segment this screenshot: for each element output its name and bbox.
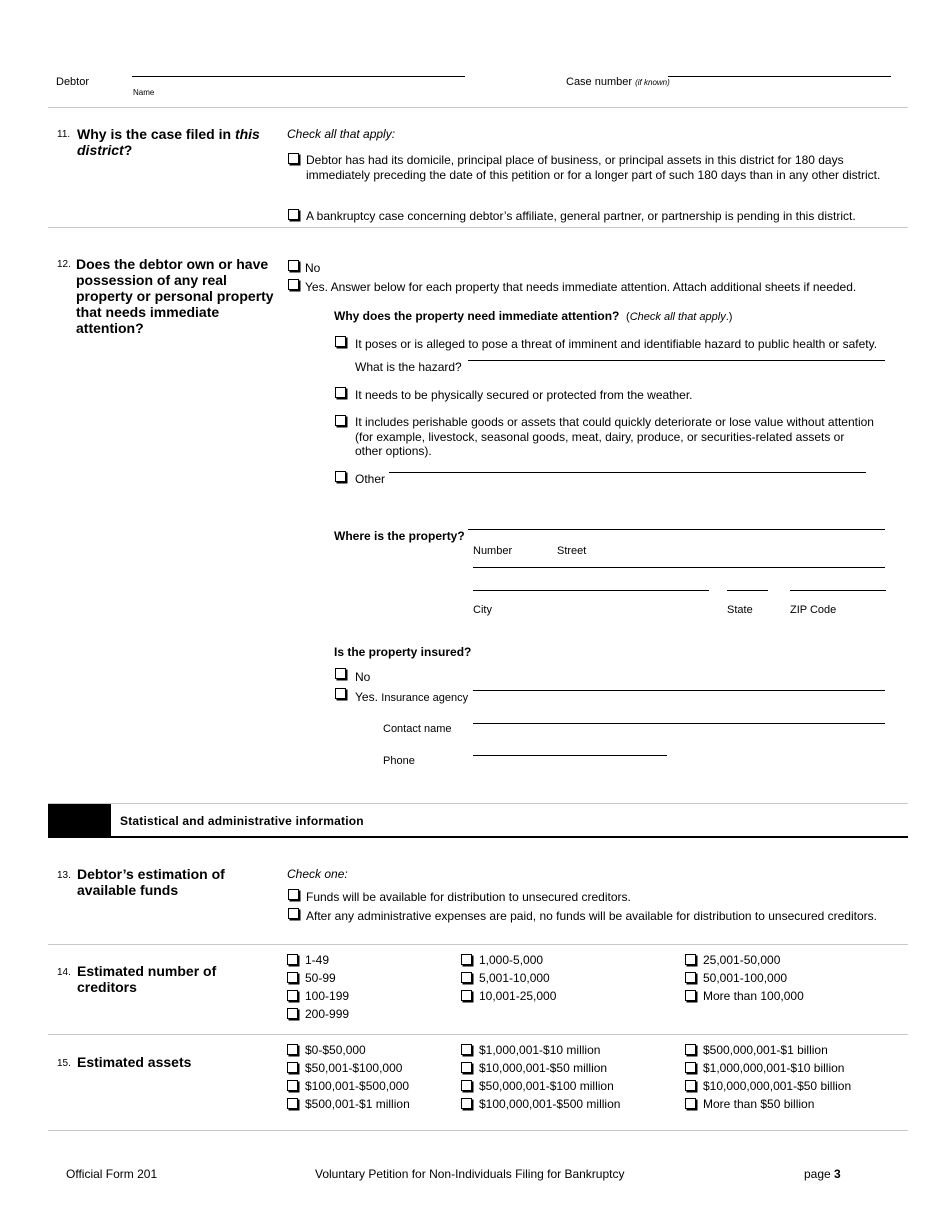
other-field[interactable] bbox=[389, 472, 866, 473]
name-label: Name bbox=[133, 88, 155, 97]
option-text: $1,000,001-$10 million bbox=[479, 1043, 601, 1057]
option-row[interactable] bbox=[461, 1041, 620, 1059]
divider bbox=[48, 1034, 908, 1035]
option-row[interactable] bbox=[461, 987, 556, 1005]
option-text: Funds will be available for distribution to unsecured creditors. bbox=[306, 890, 631, 904]
option-text: 1,000-5,000 bbox=[479, 953, 544, 967]
instruction: Check one: bbox=[287, 867, 348, 881]
option-text: 10,001-25,000 bbox=[479, 989, 557, 1003]
state-field[interactable] bbox=[727, 590, 768, 591]
footer-form-title: Voluntary Petition for Non-Individuals Filing for Bankruptcy bbox=[315, 1167, 625, 1181]
checkbox[interactable] bbox=[287, 1062, 298, 1073]
divider bbox=[48, 944, 908, 945]
option-row[interactable] bbox=[685, 1059, 851, 1077]
checkbox[interactable] bbox=[461, 1062, 472, 1073]
option-text: $100,001-$500,000 bbox=[305, 1079, 410, 1093]
number-label: Number bbox=[473, 545, 513, 557]
checkbox[interactable] bbox=[287, 1098, 298, 1109]
question-title: Debtor’s estimation of available funds bbox=[77, 866, 225, 898]
case-number-field[interactable] bbox=[668, 76, 891, 77]
option-text: After any administrative expenses are paid, no funds will be available for distribution to unsecured creditors. bbox=[306, 909, 877, 923]
divider bbox=[48, 1130, 908, 1131]
option-text: $100,000,001-$500 million bbox=[479, 1097, 621, 1111]
zip-field[interactable] bbox=[790, 590, 886, 591]
phone-field[interactable] bbox=[473, 755, 667, 756]
option-text: 50-99 bbox=[305, 971, 336, 985]
option-text: 25,001-50,000 bbox=[703, 953, 781, 967]
checkbox[interactable] bbox=[461, 1080, 472, 1091]
creditors-col-2 bbox=[461, 951, 556, 1005]
option-row[interactable] bbox=[461, 1077, 620, 1095]
why-question: Why does the property need immediate attention? (Check all that apply.) bbox=[334, 309, 733, 323]
case-number-label: Case number (if known) bbox=[566, 76, 670, 88]
option-text: $10,000,001-$50 million bbox=[479, 1061, 608, 1075]
checkbox[interactable] bbox=[335, 471, 346, 482]
checkbox[interactable] bbox=[461, 990, 472, 1001]
divider bbox=[48, 227, 908, 228]
checkbox[interactable] bbox=[335, 688, 346, 699]
checkbox[interactable] bbox=[685, 1098, 696, 1109]
checkbox[interactable] bbox=[335, 336, 346, 347]
city-label: City bbox=[473, 604, 492, 616]
option-text: $0-$50,000 bbox=[305, 1043, 366, 1057]
checkbox[interactable] bbox=[287, 1080, 298, 1091]
checkbox[interactable] bbox=[685, 990, 696, 1001]
option-row[interactable] bbox=[287, 1041, 410, 1059]
option-row[interactable] bbox=[287, 969, 349, 987]
where-title: Where is the property? bbox=[334, 529, 465, 543]
option-row[interactable] bbox=[287, 951, 349, 969]
checkbox[interactable] bbox=[287, 954, 298, 965]
section-title: Statistical and administrative information bbox=[120, 814, 364, 828]
no-label: No bbox=[305, 261, 321, 275]
checkbox[interactable] bbox=[287, 972, 298, 983]
question-number: 15. bbox=[57, 1058, 71, 1069]
option-text: 200-999 bbox=[305, 1007, 350, 1021]
question-number: 13. bbox=[57, 870, 71, 881]
option-text: 1-49 bbox=[305, 953, 330, 967]
hazard-field[interactable] bbox=[468, 360, 885, 361]
question-title: Estimated number of creditors bbox=[77, 963, 217, 995]
checkbox[interactable] bbox=[288, 279, 299, 290]
option-text: $50,000,001-$100 million bbox=[479, 1079, 614, 1093]
street-line-2[interactable] bbox=[473, 567, 885, 568]
option-row[interactable] bbox=[685, 1041, 851, 1059]
option-text: $500,001-$1 million bbox=[305, 1097, 410, 1111]
option-text: $500,000,001-$1 billion bbox=[703, 1043, 828, 1057]
option-text: More than 100,000 bbox=[703, 989, 804, 1003]
option-text: More than $50 billion bbox=[703, 1097, 815, 1111]
option-row[interactable] bbox=[287, 1005, 349, 1023]
option-row[interactable] bbox=[461, 1059, 620, 1077]
reason-hazard: It poses or is alleged to pose a threat of imminent and identifiable hazard to public health or safety. bbox=[355, 337, 878, 351]
option-row[interactable] bbox=[685, 1077, 851, 1095]
insured-title: Is the property insured? bbox=[334, 645, 472, 659]
phone-label: Phone bbox=[383, 755, 415, 767]
checkbox[interactable] bbox=[685, 1062, 696, 1073]
option-row[interactable] bbox=[685, 969, 804, 987]
option-text: 5,001-10,000 bbox=[479, 971, 550, 985]
assets-col-1 bbox=[287, 1041, 410, 1113]
contact-name-label: Contact name bbox=[383, 723, 452, 735]
checkbox[interactable] bbox=[461, 972, 472, 983]
divider bbox=[48, 107, 908, 108]
creditors-col-3 bbox=[685, 951, 804, 1005]
street-label: Street bbox=[557, 545, 587, 557]
checkbox[interactable] bbox=[287, 1008, 298, 1019]
insured-no: No bbox=[355, 670, 371, 684]
checkbox[interactable] bbox=[288, 908, 299, 919]
contact-name-field[interactable] bbox=[473, 723, 885, 724]
option-row[interactable] bbox=[461, 969, 556, 987]
assets-col-3 bbox=[685, 1041, 851, 1113]
footer-form-id: Official Form 201 bbox=[66, 1167, 158, 1181]
footer-page: page 3 bbox=[804, 1167, 841, 1181]
option-text: 100-199 bbox=[305, 989, 350, 1003]
checkbox[interactable] bbox=[288, 209, 299, 220]
option-row[interactable] bbox=[685, 951, 804, 969]
option-row[interactable] bbox=[461, 1095, 620, 1113]
checkbox[interactable] bbox=[288, 153, 299, 164]
creditors-col-1 bbox=[287, 951, 349, 1023]
debtor-name-field[interactable] bbox=[132, 76, 465, 77]
checkbox[interactable] bbox=[685, 972, 696, 983]
question-number: 14. bbox=[57, 967, 71, 978]
street-field[interactable] bbox=[468, 529, 885, 530]
section-underline bbox=[48, 836, 908, 838]
option-text: $10,000,000,001-$50 billion bbox=[703, 1079, 852, 1093]
option-text: Debtor has had its domicile, principal place of business, or principal assets in this district for 180 days immediately preceding the date of this petition or for a longer part of such 180 days than in any other district. bbox=[306, 153, 881, 182]
insured-yes: Yes. Insurance agency bbox=[355, 690, 469, 704]
option-row[interactable] bbox=[287, 1059, 410, 1077]
checkbox[interactable] bbox=[685, 1044, 696, 1055]
state-label: State bbox=[727, 604, 753, 616]
checkbox[interactable] bbox=[288, 889, 299, 900]
question-title: Why is the case filed in this district? bbox=[77, 126, 260, 158]
checkbox[interactable] bbox=[288, 260, 299, 271]
checkbox[interactable] bbox=[287, 990, 298, 1001]
question-title: Does the debtor own or have possession of any real property or personal property that needs immediate attention? bbox=[76, 256, 274, 336]
hazard-question: What is the hazard? bbox=[355, 360, 462, 374]
divider bbox=[48, 803, 908, 804]
assets-col-2 bbox=[461, 1041, 620, 1113]
checkbox[interactable] bbox=[287, 1044, 298, 1055]
checkbox[interactable] bbox=[335, 387, 346, 398]
question-number: 11. bbox=[57, 129, 71, 140]
option-row[interactable] bbox=[287, 1095, 410, 1113]
reason-secured: It needs to be physically secured or protected from the weather. bbox=[355, 388, 693, 402]
option-row[interactable] bbox=[461, 951, 556, 969]
reason-other: Other bbox=[355, 472, 386, 486]
checkbox[interactable] bbox=[685, 954, 696, 965]
question-title: Estimated assets bbox=[77, 1054, 192, 1070]
checkbox[interactable] bbox=[461, 1044, 472, 1055]
question-number: 12. bbox=[57, 259, 71, 270]
option-row[interactable] bbox=[685, 987, 804, 1005]
option-row[interactable] bbox=[287, 1077, 410, 1095]
debtor-label: Debtor bbox=[56, 76, 90, 88]
insurance-agency-field[interactable] bbox=[473, 690, 885, 691]
checkbox[interactable] bbox=[461, 1098, 472, 1109]
option-row[interactable] bbox=[287, 987, 349, 1005]
section-marker bbox=[48, 804, 111, 837]
reason-perishable: It includes perishable goods or assets that could quickly deteriorate or lose value without attention (for example, livestock, seasonal goods, meat, dairy, produce, or securities-related assets or other options). bbox=[355, 415, 874, 458]
checkbox[interactable] bbox=[685, 1080, 696, 1091]
checkbox[interactable] bbox=[461, 954, 472, 965]
instruction: Check all that apply: bbox=[287, 127, 396, 141]
zip-label: ZIP Code bbox=[790, 604, 837, 616]
option-row[interactable] bbox=[685, 1095, 851, 1113]
checkbox[interactable] bbox=[335, 668, 346, 679]
checkbox[interactable] bbox=[335, 415, 346, 426]
option-text: $1,000,000,001-$10 billion bbox=[703, 1061, 845, 1075]
yes-label: Yes. Answer below for each property that needs immediate attention. Attach additional sheets if needed. bbox=[305, 280, 857, 294]
option-text: $50,001-$100,000 bbox=[305, 1061, 403, 1075]
city-field[interactable] bbox=[473, 590, 709, 591]
option-text: 50,001-100,000 bbox=[703, 971, 788, 985]
option-text: A bankruptcy case concerning debtor’s affiliate, general partner, or partnership is pending in this district. bbox=[306, 209, 856, 223]
